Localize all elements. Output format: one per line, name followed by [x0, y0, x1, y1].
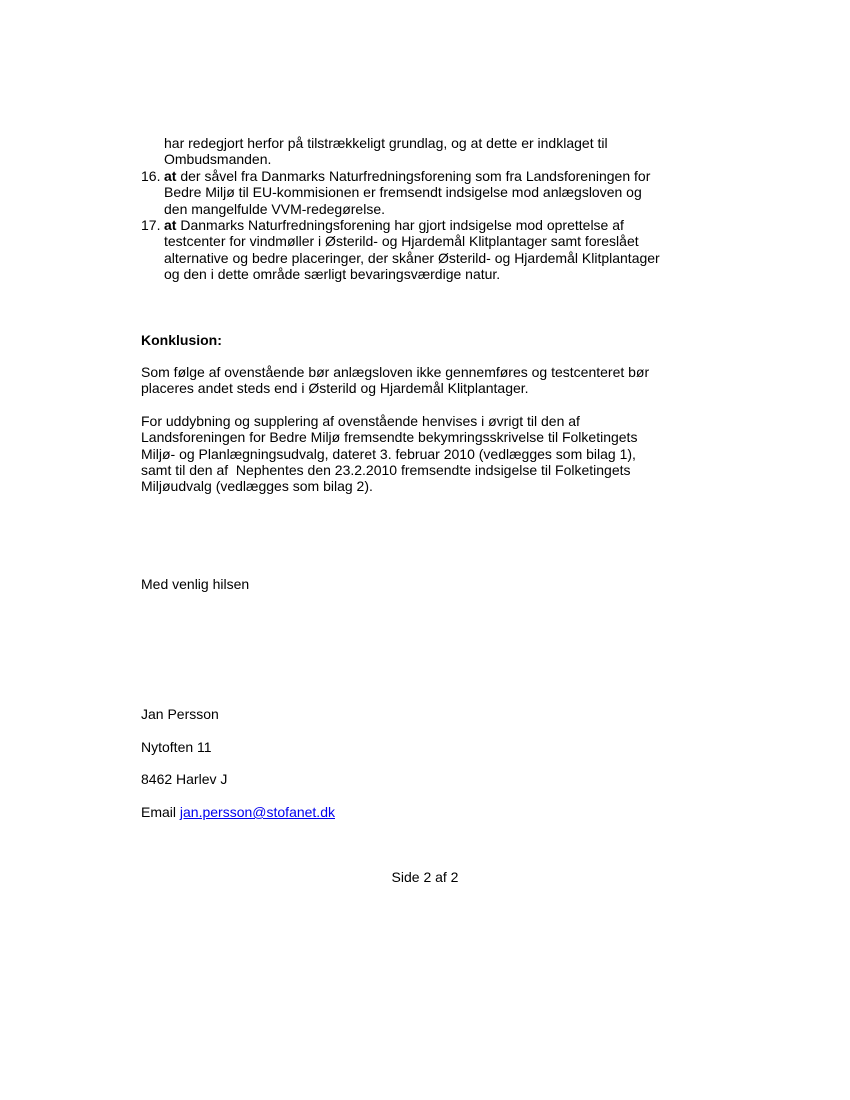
- list-item-text: [164, 168, 724, 217]
- conclusion-paragraph-1: [141, 364, 721, 397]
- text-line: Miljøudvalg (vedlægges som bilag 2).: [141, 478, 373, 495]
- email-line: [141, 804, 721, 820]
- list-item-lead: at: [164, 217, 177, 233]
- text-line: placeres andet steds end i Østerild og Hjardemål Klitplantager.: [141, 380, 529, 397]
- text-line: den mangelfulde VVM-redegørelse.: [164, 200, 386, 217]
- email-label: Email: [141, 804, 180, 820]
- email-link[interactable]: jan.persson@stofanet.dk: [179, 804, 335, 820]
- list-item-number: 16.: [141, 168, 161, 184]
- text-line: har redegjort herfor på tilstrækkeligt grundlag, og at dette er indklaget til: [164, 135, 608, 151]
- text-line: [164, 217, 724, 233]
- signature-name: Jan Persson: [141, 706, 219, 722]
- address-city: 8462 Harlev J: [141, 771, 228, 787]
- text-line: Miljø- og Planlægningsudvalg, dateret 3. februar 2010 (vedlægges som bilag 1),: [141, 445, 636, 462]
- page-number: Side 2 af 2: [391, 869, 459, 885]
- list-item-text: [164, 217, 724, 282]
- closing-greeting: Med venlig hilsen: [141, 576, 250, 592]
- list-item-number: 17.: [141, 217, 161, 233]
- conclusion-heading: Konklusion:: [141, 332, 222, 348]
- list-item-first-line: Danmarks Naturfredningsforening har gjort indsigelse mod oprettelse af: [176, 217, 624, 233]
- list-item-continuation: [164, 135, 724, 168]
- text-line: For uddybning og supplering af ovenstående henvises i øvrigt til den af: [141, 413, 580, 429]
- list-item-first-line: der såvel fra Danmarks Naturfredningsforening som fra Landsforeningen for: [176, 168, 651, 184]
- list-item-lead: at: [164, 168, 177, 184]
- text-line: Ombudsmanden.: [164, 151, 272, 168]
- text-line: og den i dette område særligt bevaringsværdige natur.: [164, 265, 501, 282]
- text-line: testcenter for vindmøller i Østerild- og Hjardemål Klitplantager samt foreslået: [164, 233, 639, 250]
- text-line: alternative og bedre placeringer, der skåner Østerild- og Hjardemål Klitplantager: [164, 249, 660, 266]
- address-street: Nytoften 11: [141, 739, 212, 755]
- text-line: Landsforeningen for Bedre Miljø fremsendte bekymringsskrivelse til Folketingets: [141, 429, 638, 446]
- text-line: Bedre Miljø til EU-kommisionen er fremsendt indsigelse mod anlægsloven og: [164, 184, 642, 201]
- text-line: Som følge af ovenstående bør anlægsloven ikke gennemføres og testcenteret bør: [141, 364, 650, 380]
- text-line: samt til den af Nephentes den 23.2.2010 fremsendte indsigelse til Folketingets: [141, 461, 631, 478]
- text-line: [164, 168, 724, 184]
- conclusion-paragraph-2: [141, 413, 721, 494]
